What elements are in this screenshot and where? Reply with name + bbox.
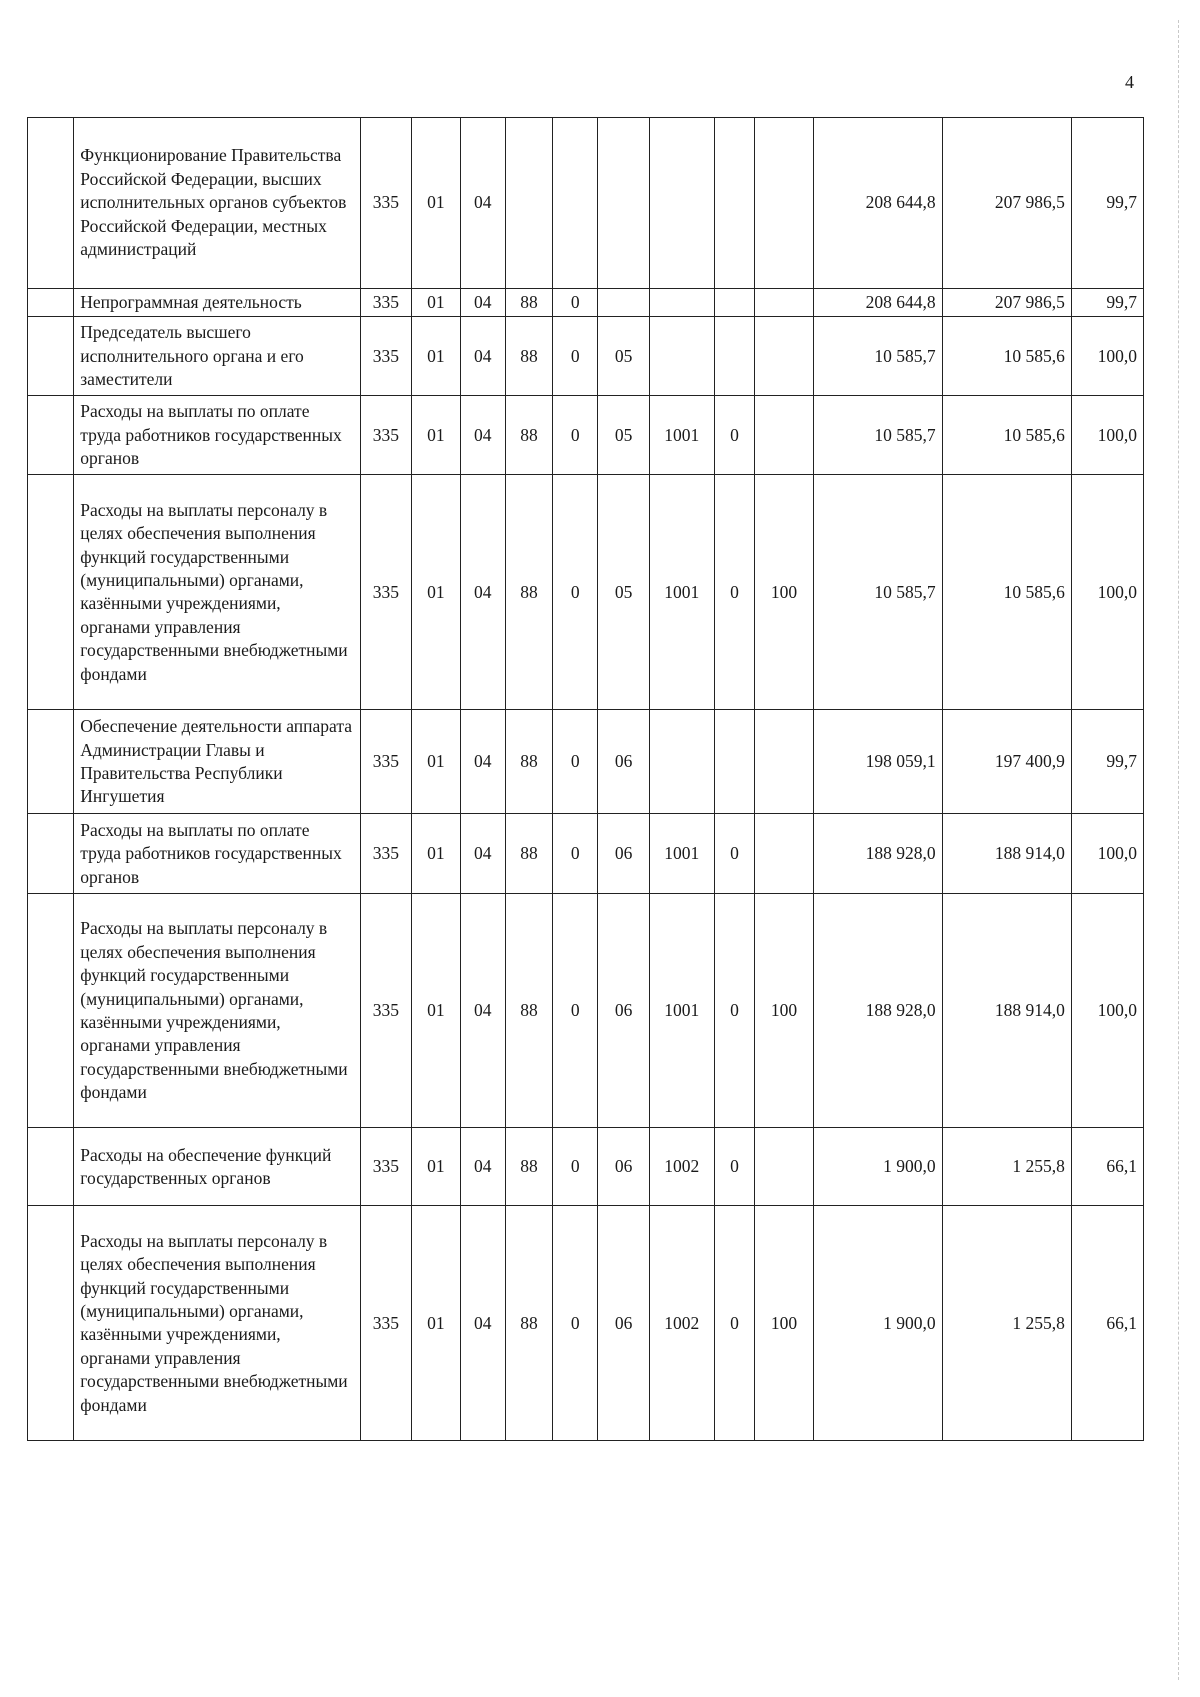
target-code-event (598, 118, 650, 289)
ved-code: 335 (360, 118, 412, 289)
ved-code: 335 (360, 396, 412, 475)
target-code-program: 88 (505, 475, 552, 710)
table-row (28, 894, 1144, 1128)
subsection-code: 04 (460, 289, 505, 317)
executed-amount: 207 986,5 (942, 289, 1071, 317)
section-code: 01 (412, 396, 460, 475)
section-code: 01 (412, 814, 460, 894)
blank-cell (28, 894, 74, 1128)
target-code-event: 06 (598, 1128, 650, 1206)
row-name: Расходы на выплаты персоналу в целях обеспечения выполнения функций государственными (муниципальными) органами, казёнными учреждениями, органами управления государственными внебюджетными фондами (74, 1206, 360, 1441)
target-code-event (598, 289, 650, 317)
table-body (28, 118, 1144, 1441)
ved-code: 335 (360, 475, 412, 710)
section-code: 01 (412, 118, 460, 289)
target-code-program (505, 118, 552, 289)
subsection-code: 04 (460, 1128, 505, 1206)
executed-amount: 207 986,5 (942, 118, 1071, 289)
target-code-event: 06 (598, 894, 650, 1128)
target-code-direction (649, 118, 714, 289)
expense-type-code (755, 710, 813, 814)
ved-code: 335 (360, 894, 412, 1128)
planned-amount: 10 585,7 (813, 317, 942, 396)
blank-cell (28, 396, 74, 475)
execution-percent: 99,7 (1071, 710, 1143, 814)
row-name: Председатель высшего исполнительного органа и его заместители (74, 317, 360, 396)
blank-cell (28, 317, 74, 396)
execution-percent: 99,7 (1071, 289, 1143, 317)
target-code-extra: 0 (714, 894, 755, 1128)
budget-execution-table (27, 117, 1144, 1441)
expense-type-code (755, 814, 813, 894)
target-code-extra (714, 118, 755, 289)
executed-amount: 10 585,6 (942, 396, 1071, 475)
row-name: Расходы на выплаты по оплате труда работников государственных органов (74, 396, 360, 475)
execution-percent: 100,0 (1071, 814, 1143, 894)
target-code-extra: 0 (714, 1206, 755, 1441)
section-code: 01 (412, 710, 460, 814)
target-code-direction: 1002 (649, 1128, 714, 1206)
target-code-extra: 0 (714, 1128, 755, 1206)
target-code-direction (649, 289, 714, 317)
expense-type-code: 100 (755, 894, 813, 1128)
target-code-event: 06 (598, 1206, 650, 1441)
planned-amount: 10 585,7 (813, 475, 942, 710)
execution-percent: 66,1 (1071, 1128, 1143, 1206)
subsection-code: 04 (460, 710, 505, 814)
ved-code: 335 (360, 814, 412, 894)
target-code-subprogram (553, 118, 598, 289)
subsection-code: 04 (460, 894, 505, 1128)
section-code: 01 (412, 475, 460, 710)
target-code-program: 88 (505, 894, 552, 1128)
blank-cell (28, 710, 74, 814)
target-code-subprogram: 0 (553, 710, 598, 814)
row-name: Расходы на обеспечение функций государственных органов (74, 1128, 360, 1206)
target-code-extra (714, 317, 755, 396)
executed-amount: 1 255,8 (942, 1206, 1071, 1441)
execution-percent: 100,0 (1071, 396, 1143, 475)
target-code-direction: 1001 (649, 396, 714, 475)
blank-cell (28, 1206, 74, 1441)
section-code: 01 (412, 1206, 460, 1441)
target-code-subprogram: 0 (553, 317, 598, 396)
planned-amount: 188 928,0 (813, 894, 942, 1128)
target-code-program: 88 (505, 1128, 552, 1206)
expense-type-code (755, 396, 813, 475)
row-name: Расходы на выплаты персоналу в целях обеспечения выполнения функций государственными (муниципальными) органами, казёнными учреждениями, органами управления государственными внебюджетными фондами (74, 894, 360, 1128)
scan-edge-line (1178, 20, 1179, 1680)
subsection-code: 04 (460, 118, 505, 289)
planned-amount: 10 585,7 (813, 396, 942, 475)
target-code-event: 05 (598, 475, 650, 710)
target-code-subprogram: 0 (553, 396, 598, 475)
target-code-subprogram: 0 (553, 475, 598, 710)
execution-percent: 100,0 (1071, 317, 1143, 396)
page-number: 4 (1125, 72, 1134, 92)
planned-amount: 208 644,8 (813, 289, 942, 317)
expense-type-code (755, 317, 813, 396)
planned-amount: 208 644,8 (813, 118, 942, 289)
table-row (28, 475, 1144, 710)
expense-type-code (755, 289, 813, 317)
blank-cell (28, 118, 74, 289)
target-code-program: 88 (505, 317, 552, 396)
planned-amount: 198 059,1 (813, 710, 942, 814)
planned-amount: 1 900,0 (813, 1128, 942, 1206)
execution-percent: 66,1 (1071, 1206, 1143, 1441)
target-code-direction: 1001 (649, 894, 714, 1128)
target-code-extra: 0 (714, 814, 755, 894)
target-code-extra: 0 (714, 396, 755, 475)
expense-type-code: 100 (755, 475, 813, 710)
ved-code: 335 (360, 1128, 412, 1206)
row-name: Расходы на выплаты персоналу в целях обеспечения выполнения функций государственными (муниципальными) органами, казёнными учреждениями, органами управления государственными внебюджетными фондами (74, 475, 360, 710)
target-code-program: 88 (505, 814, 552, 894)
executed-amount: 188 914,0 (942, 814, 1071, 894)
target-code-event: 05 (598, 396, 650, 475)
subsection-code: 04 (460, 475, 505, 710)
blank-cell (28, 814, 74, 894)
section-code: 01 (412, 289, 460, 317)
expense-type-code (755, 1128, 813, 1206)
row-name: Непрограммная деятельность (74, 289, 360, 317)
table-row (28, 289, 1144, 317)
planned-amount: 1 900,0 (813, 1206, 942, 1441)
target-code-direction: 1001 (649, 814, 714, 894)
table-row (28, 710, 1144, 814)
subsection-code: 04 (460, 1206, 505, 1441)
ved-code: 335 (360, 317, 412, 396)
execution-percent: 100,0 (1071, 894, 1143, 1128)
target-code-event: 06 (598, 710, 650, 814)
target-code-subprogram: 0 (553, 289, 598, 317)
table-row (28, 118, 1144, 289)
ved-code: 335 (360, 1206, 412, 1441)
expense-type-code (755, 118, 813, 289)
executed-amount: 10 585,6 (942, 317, 1071, 396)
executed-amount: 1 255,8 (942, 1128, 1071, 1206)
target-code-subprogram: 0 (553, 894, 598, 1128)
table-row (28, 396, 1144, 475)
table-row (28, 1206, 1144, 1441)
target-code-event: 06 (598, 814, 650, 894)
row-name: Обеспечение деятельности аппарата Администрации Главы и Правительства Республики Ингушетия (74, 710, 360, 814)
target-code-program: 88 (505, 396, 552, 475)
expense-type-code: 100 (755, 1206, 813, 1441)
subsection-code: 04 (460, 317, 505, 396)
blank-cell (28, 1128, 74, 1206)
table-row (28, 814, 1144, 894)
target-code-subprogram: 0 (553, 1128, 598, 1206)
table-row (28, 317, 1144, 396)
target-code-subprogram: 0 (553, 814, 598, 894)
ved-code: 335 (360, 289, 412, 317)
target-code-program: 88 (505, 1206, 552, 1441)
blank-cell (28, 289, 74, 317)
target-code-extra: 0 (714, 475, 755, 710)
ved-code: 335 (360, 710, 412, 814)
target-code-extra (714, 289, 755, 317)
planned-amount: 188 928,0 (813, 814, 942, 894)
execution-percent: 100,0 (1071, 475, 1143, 710)
target-code-direction (649, 317, 714, 396)
row-name: Расходы на выплаты по оплате труда работников государственных органов (74, 814, 360, 894)
subsection-code: 04 (460, 396, 505, 475)
target-code-direction (649, 710, 714, 814)
executed-amount: 197 400,9 (942, 710, 1071, 814)
target-code-subprogram: 0 (553, 1206, 598, 1441)
section-code: 01 (412, 317, 460, 396)
subsection-code: 04 (460, 814, 505, 894)
target-code-program: 88 (505, 710, 552, 814)
execution-percent: 99,7 (1071, 118, 1143, 289)
blank-cell (28, 475, 74, 710)
section-code: 01 (412, 1128, 460, 1206)
section-code: 01 (412, 894, 460, 1128)
table-row (28, 1128, 1144, 1206)
target-code-direction: 1001 (649, 475, 714, 710)
target-code-event: 05 (598, 317, 650, 396)
target-code-direction: 1002 (649, 1206, 714, 1441)
row-name: Функционирование Правительства Российской Федерации, высших исполнительных органов субъектов Российской Федерации, местных администраций (74, 118, 360, 289)
executed-amount: 10 585,6 (942, 475, 1071, 710)
target-code-program: 88 (505, 289, 552, 317)
target-code-extra (714, 710, 755, 814)
executed-amount: 188 914,0 (942, 894, 1071, 1128)
